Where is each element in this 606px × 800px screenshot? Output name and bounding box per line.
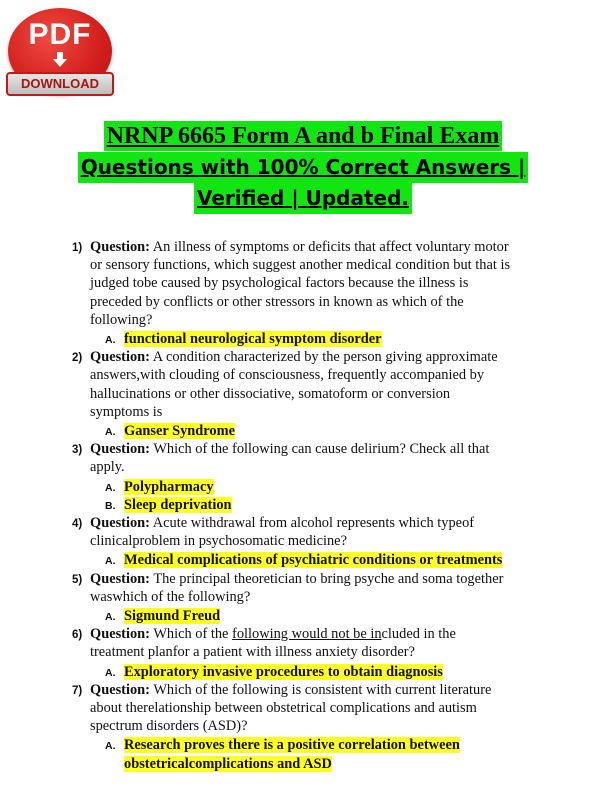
question-4	[72, 514, 512, 550]
question-text: Acute withdrawal from alcohol represents which typeof clinicalproblem in psychosomatic medicine?	[90, 515, 475, 550]
question-number: 3)	[72, 444, 83, 457]
question-2	[72, 348, 512, 421]
question-text-start: Which of the	[153, 626, 233, 643]
answer-text: Exploratory invasive procedures to obtain diagnosis	[124, 663, 443, 680]
answer-6a	[72, 663, 512, 681]
title-line-2: Questions with 100% Correct Answers |	[78, 152, 529, 183]
pdf-badge-label: PDF	[28, 18, 92, 51]
question-list	[72, 238, 512, 773]
question-1	[72, 238, 512, 329]
answer-5a	[72, 607, 512, 625]
question-text: A condition characterized by the person giving approximate answers,with clouding of consciousness, frequently accompanied by hallucinations or other dissociative, somatoform or conversion symptoms is	[90, 349, 498, 420]
answer-letter: B.	[105, 499, 116, 512]
answer-7a	[72, 736, 512, 772]
answer-text: functional neurological symptom disorder	[124, 331, 382, 348]
question-number: 2)	[72, 352, 83, 365]
title-line-1: NRNP 6665 Form A and b Final Exam	[104, 121, 503, 151]
pdf-download-badge[interactable]	[8, 8, 114, 106]
question-text: The principal theoretician to bring psyche and soma together waswhich of the following?	[90, 570, 504, 605]
answer-letter: A.	[105, 481, 116, 494]
answer-4a	[72, 551, 512, 569]
question-text: An illness of symptoms or deficits that affect voluntary motor or sensory functions, which suggest another medical condition but that is judged tobe caused by psychological factors because the illness is preceded by conflicts or other stressors in known as which of the following?	[90, 239, 511, 328]
answer-3a	[72, 478, 512, 496]
question-label: Question:	[90, 239, 150, 255]
answer-2a	[72, 422, 512, 440]
question-label: Question:	[90, 681, 150, 698]
document-title	[0, 121, 606, 214]
question-label: Question:	[90, 441, 150, 458]
question-number: 5)	[72, 573, 83, 586]
question-label: Question:	[90, 570, 150, 587]
answer-text: Ganser Syndrome	[124, 423, 236, 440]
answer-text: Medical complications of psychiatric conditions or treatments	[124, 552, 503, 569]
question-label: Question:	[90, 626, 150, 643]
question-label: Question:	[90, 515, 150, 532]
answer-letter: A.	[105, 740, 116, 753]
question-label: Question:	[90, 349, 150, 366]
question-3	[72, 440, 512, 476]
download-arrow-icon	[52, 52, 68, 68]
answer-letter: A.	[105, 426, 116, 439]
download-ribbon[interactable]: DOWNLOAD	[6, 72, 114, 96]
answer-1a	[72, 330, 512, 348]
question-7	[72, 681, 512, 736]
answer-letter: A.	[105, 611, 116, 624]
question-6	[72, 625, 512, 661]
question-5	[72, 570, 512, 606]
question-text: Which of the following can cause delirium? Check all that apply.	[90, 441, 490, 476]
answer-letter: A.	[105, 555, 116, 568]
question-number: 4)	[72, 518, 83, 531]
answer-text: Polypharmacy	[124, 478, 214, 495]
answer-text: Sleep deprivation	[124, 496, 232, 513]
answer-text: Sigmund Freud	[124, 608, 221, 625]
answer-letter: A.	[105, 334, 116, 347]
question-text-end: cluded in the treatment planfor a patient with illness anxiety disorder?	[90, 626, 456, 661]
question-text: Which of the following is consistent with current literature about therelationship between obstetrical complications and autism spectrum disorders (ASD)?	[90, 681, 492, 735]
answer-3b	[72, 496, 512, 514]
underlined-text: following would not be in	[232, 626, 382, 643]
question-number: 7)	[72, 684, 83, 697]
title-line-3: Verified | Updated.	[194, 183, 412, 214]
answer-letter: A.	[105, 666, 116, 679]
question-number: 6)	[72, 629, 83, 642]
answer-text: Research proves there is a positive correlation between obstetricalcomplications and ASD	[124, 737, 460, 772]
question-number: 1)	[72, 242, 83, 254]
